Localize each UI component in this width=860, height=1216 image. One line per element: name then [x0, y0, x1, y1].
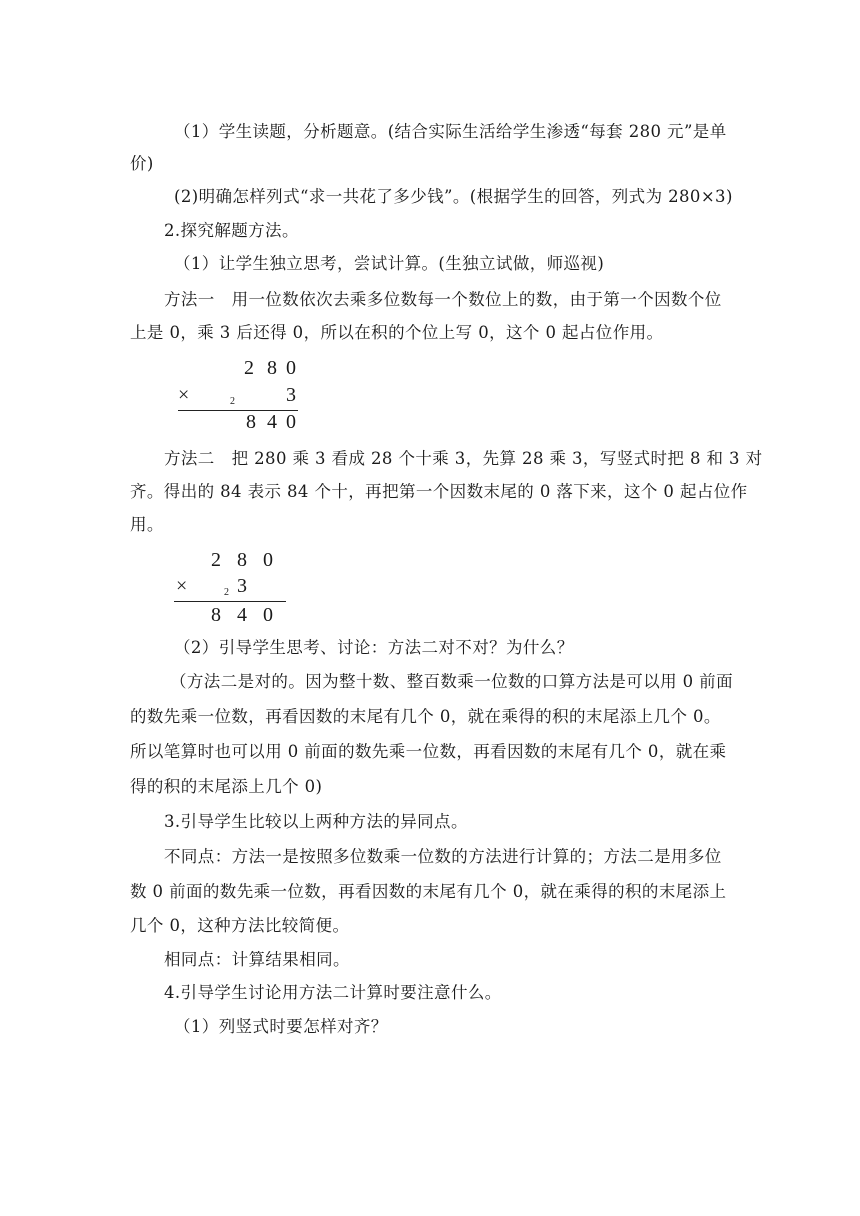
paragraph-line: （1）列竖式时要怎样对齐？ [174, 1017, 388, 1036]
multiplicand-digit: 8 [237, 549, 247, 571]
calculation-divider-line [174, 601, 286, 602]
section-heading: 3.引导学生比较以上两种方法的异同点。 [164, 812, 468, 831]
paragraph-line: 价) [130, 154, 154, 173]
multiply-sign: × [178, 384, 190, 406]
carry-digit: 2 [230, 396, 235, 407]
multiplicand-digit: 2 [244, 357, 254, 379]
multiplicand-digit: 0 [263, 549, 273, 571]
section-heading: 4.引导学生讨论用方法二计算时要注意什么。 [164, 983, 502, 1002]
multiplier-digit: 3 [237, 575, 247, 597]
product-digit: 4 [267, 411, 277, 433]
paragraph-line: （1）学生读题，分析题意。(结合实际生活给学生渗透“每套 280 元”是单 [174, 122, 727, 141]
paragraph-line: 上是 0，乘 3 后还得 0，所以在积的个位上写 0，这个 0 起占位作用。 [130, 323, 664, 342]
multiply-sign: × [176, 575, 188, 597]
multiplicand-digit: 8 [267, 357, 277, 379]
paragraph-line: （方法二是对的。因为整十数、整百数乘一位数的口算方法是可以用 0 前面 [170, 672, 733, 691]
paragraph-line: （2）引导学生思考、讨论：方法二对不对？为什么？ [174, 638, 574, 657]
product-digit: 0 [263, 604, 273, 626]
product-digit: 8 [211, 604, 221, 626]
paragraph-line: 齐。得出的 84 表示 84 个十，再把第一个因数末尾的 0 落下来，这个 0 起占位作 [130, 482, 748, 501]
section-heading: 2.探究解题方法。 [164, 221, 299, 240]
multiplicand-digit: 0 [286, 357, 296, 379]
paragraph-line: 几个 0，这种方法比较简便。 [130, 916, 350, 935]
paragraph-line: 不同点：方法一是按照多位数乘一位数的方法进行计算的；方法二是用多位 [164, 847, 722, 866]
product-digit: 4 [237, 604, 247, 626]
paragraph-line: 得的积的末尾添上几个 0) [130, 777, 323, 796]
multiplier-digit: 3 [286, 384, 296, 406]
paragraph-line: 方法二 把 280 乘 3 看成 28 个十乘 3，先算 28 乘 3，写竖式时把 8 和 3 对 [164, 449, 763, 468]
paragraph-line: 相同点：计算结果相同。 [164, 950, 350, 969]
product-digit: 8 [246, 411, 256, 433]
carry-digit: 2 [224, 587, 229, 598]
calculation-divider-line [178, 410, 298, 411]
paragraph-line: 方法一 用一位数依次去乘多位数每一个数位上的数，由于第一个因数个位 [164, 290, 722, 309]
paragraph-line: 数 0 前面的数先乘一位数，再看因数的末尾有几个 0，就在乘得的积的末尾添上 [130, 882, 727, 901]
multiplicand-digit: 2 [211, 549, 221, 571]
paragraph-line: （1）让学生独立思考，尝试计算。(生独立试做，师巡视) [174, 254, 605, 273]
paragraph-line: 的数先乘一位数，再看因数的末尾有几个 0，就在乘得的积的末尾添上几个 0。 [130, 707, 721, 726]
paragraph-line: (2)明确怎样列式“求一共花了多少钱”。(根据学生的回答，列式为 280×3) [174, 187, 733, 206]
product-digit: 0 [286, 411, 296, 433]
paragraph-line: 用。 [130, 515, 164, 534]
paragraph-line: 所以笔算时也可以用 0 前面的数先乘一位数，再看因数的末尾有几个 0，就在乘 [130, 742, 727, 761]
